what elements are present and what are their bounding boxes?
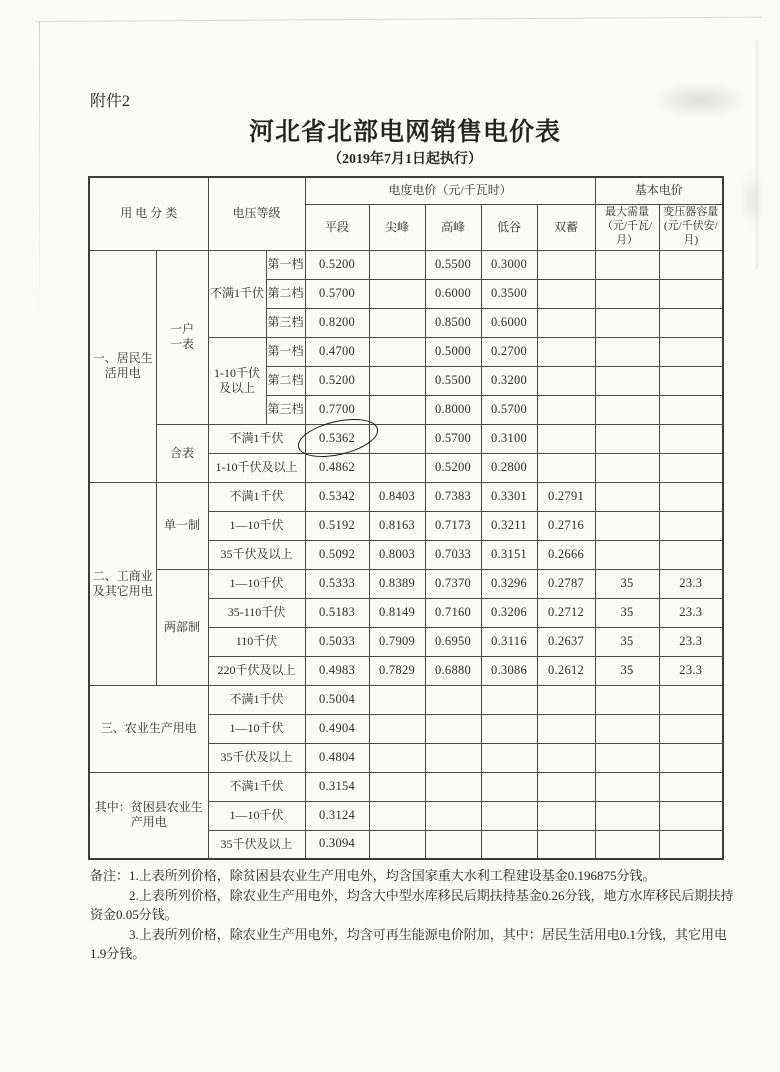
empty-cell xyxy=(369,366,425,395)
price-value-cell: 0.8163 xyxy=(369,511,425,540)
price-value-cell: 0.3296 xyxy=(481,569,537,598)
voltage-level-cell: 35千伏及以上 xyxy=(208,830,305,859)
empty-cell xyxy=(537,337,595,366)
scan-page-edge-top xyxy=(36,17,762,22)
empty-cell xyxy=(659,337,723,366)
empty-cell xyxy=(537,830,595,859)
document-subtitle: （2019年7月1日起执行） xyxy=(328,152,482,167)
empty-cell xyxy=(481,801,537,830)
tier-cell: 第二档 xyxy=(266,366,305,395)
price-value-cell: 0.3154 xyxy=(305,772,369,801)
footnotes xyxy=(90,866,734,964)
price-value-cell: 35 xyxy=(595,598,659,627)
empty-cell xyxy=(659,308,723,337)
empty-cell xyxy=(537,366,595,395)
empty-cell xyxy=(595,511,659,540)
empty-cell xyxy=(369,424,425,453)
empty-cell xyxy=(369,279,425,308)
empty-cell xyxy=(369,453,425,482)
empty-cell xyxy=(659,772,723,801)
price-value-cell: 0.8403 xyxy=(369,482,425,511)
header-row-groups xyxy=(89,177,723,204)
price-value-cell: 0.4983 xyxy=(305,656,369,685)
empty-cell xyxy=(481,830,537,859)
category-cell: 其中：贫困县农业生产用电 xyxy=(89,772,208,859)
meter-type-cell: 一户一表 xyxy=(156,250,208,424)
empty-cell xyxy=(595,743,659,772)
scan-smudge xyxy=(742,170,762,230)
price-value-cell: 0.8149 xyxy=(369,598,425,627)
price-value-cell: 0.3301 xyxy=(481,482,537,511)
price-table-body xyxy=(89,250,723,859)
empty-cell xyxy=(369,743,425,772)
empty-cell xyxy=(537,279,595,308)
price-value-cell: 0.2712 xyxy=(537,598,595,627)
price-value-cell: 0.8389 xyxy=(369,569,425,598)
price-value-cell: 0.7700 xyxy=(305,395,369,424)
billing-type-cell: 单一制 xyxy=(156,482,208,569)
price-value-cell: 0.5700 xyxy=(305,279,369,308)
price-value-cell: 0.2637 xyxy=(537,627,595,656)
header-flat-period: 平段 xyxy=(305,204,369,250)
empty-cell xyxy=(425,801,481,830)
empty-cell xyxy=(537,453,595,482)
header-voltage-level: 电压等级 xyxy=(208,177,305,250)
empty-cell xyxy=(659,801,723,830)
empty-cell xyxy=(659,540,723,569)
price-value-cell: 0.7160 xyxy=(425,598,481,627)
voltage-level-cell: 220千伏及以上 xyxy=(208,656,305,685)
tier-cell: 第三档 xyxy=(266,308,305,337)
empty-cell xyxy=(659,366,723,395)
category-cell: 二、工商业及其它用电 xyxy=(89,482,156,685)
price-value-cell: 0.5700 xyxy=(425,424,481,453)
price-value-cell: 0.8200 xyxy=(305,308,369,337)
table-row xyxy=(89,250,723,279)
scan-page-edge-left xyxy=(39,21,40,321)
price-value-cell: 0.5200 xyxy=(425,453,481,482)
header-usage-class: 用 电 分 类 xyxy=(89,177,208,250)
price-value-cell: 23.3 xyxy=(659,569,723,598)
empty-cell xyxy=(659,424,723,453)
empty-cell xyxy=(659,279,723,308)
table-row xyxy=(89,685,723,714)
price-value-cell: 0.7033 xyxy=(425,540,481,569)
price-value-cell: 0.4804 xyxy=(305,743,369,772)
price-value-cell: 23.3 xyxy=(659,598,723,627)
price-value-cell: 0.5183 xyxy=(305,598,369,627)
voltage-level-cell: 35千伏及以上 xyxy=(208,540,305,569)
header-valley: 低谷 xyxy=(481,204,537,250)
empty-cell xyxy=(369,801,425,830)
voltage-level-cell: 1-10千伏及以上 xyxy=(208,453,305,482)
empty-cell xyxy=(537,424,595,453)
voltage-level-cell: 35-110千伏 xyxy=(208,598,305,627)
price-value-cell: 0.5004 xyxy=(305,685,369,714)
voltage-level-cell: 1-10千伏及以上 xyxy=(208,337,266,424)
empty-cell xyxy=(595,482,659,511)
footnote-line: 资金0.05分钱。 xyxy=(90,907,178,922)
voltage-level-cell: 1—10千伏 xyxy=(208,511,305,540)
price-value-cell: 0.6000 xyxy=(481,308,537,337)
voltage-level-cell: 不满1千伏 xyxy=(208,685,305,714)
table-row xyxy=(89,569,723,598)
price-value-cell: 0.3100 xyxy=(481,424,537,453)
footnote-line: 1.9分钱。 xyxy=(90,946,146,961)
empty-cell xyxy=(537,801,595,830)
empty-cell xyxy=(481,685,537,714)
price-value-cell: 0.8000 xyxy=(425,395,481,424)
empty-cell xyxy=(595,337,659,366)
footnote-line: 3.上表所列价格，除农业生产用电外，均含可再生能源电价附加，其中：居民生活用电0.1分钱，其它用电 xyxy=(129,926,728,942)
empty-cell xyxy=(369,250,425,279)
empty-cell xyxy=(425,685,481,714)
price-value-cell: 0.5200 xyxy=(305,250,369,279)
empty-cell xyxy=(595,453,659,482)
price-value-cell: 0.5033 xyxy=(305,627,369,656)
price-value-cell: 0.6950 xyxy=(425,627,481,656)
price-value-cell: 0.3151 xyxy=(481,540,537,569)
price-value-cell: 0.3116 xyxy=(481,627,537,656)
price-value-cell: 0.3211 xyxy=(481,511,537,540)
price-value-cell: 35 xyxy=(595,627,659,656)
empty-cell xyxy=(537,714,595,743)
voltage-level-cell: 不满1千伏 xyxy=(208,250,266,337)
empty-cell xyxy=(659,250,723,279)
empty-cell xyxy=(659,743,723,772)
price-value-cell: 35 xyxy=(595,569,659,598)
price-value-cell: 0.5333 xyxy=(305,569,369,598)
voltage-level-cell: 1—10千伏 xyxy=(208,569,305,598)
empty-cell xyxy=(659,714,723,743)
voltage-level-cell: 不满1千伏 xyxy=(208,424,305,453)
header-basic-price-group: 基本电价 xyxy=(595,177,723,204)
empty-cell xyxy=(425,714,481,743)
price-value-cell: 0.5500 xyxy=(425,366,481,395)
price-value-cell: 0.2700 xyxy=(481,337,537,366)
electricity-price-table xyxy=(88,176,724,860)
price-value-cell: 0.7370 xyxy=(425,569,481,598)
empty-cell xyxy=(481,743,537,772)
footnote-line: 2.上表所列价格，除农业生产用电外，均含大中型水库移民后期扶持基金0.26分钱，地方水库移民后期扶持 xyxy=(129,887,734,903)
empty-cell xyxy=(537,743,595,772)
empty-cell xyxy=(659,511,723,540)
price-value-cell: 0.5362 xyxy=(305,424,369,453)
price-value-cell: 0.8003 xyxy=(369,540,425,569)
price-value-cell: 23.3 xyxy=(659,627,723,656)
attachment-label: 附件2 xyxy=(90,93,131,110)
empty-cell xyxy=(369,685,425,714)
price-value-cell: 0.4862 xyxy=(305,453,369,482)
price-value-cell: 0.3000 xyxy=(481,250,537,279)
price-value-cell: 0.2666 xyxy=(537,540,595,569)
price-value-cell: 0.3200 xyxy=(481,366,537,395)
billing-type-cell: 两部制 xyxy=(156,569,208,685)
header-peak: 高峰 xyxy=(425,204,481,250)
price-value-cell: 0.2787 xyxy=(537,569,595,598)
empty-cell xyxy=(595,250,659,279)
price-value-cell: 0.3124 xyxy=(305,801,369,830)
voltage-level-cell: 110千伏 xyxy=(208,627,305,656)
empty-cell xyxy=(369,395,425,424)
category-cell: 一、居民生活用电 xyxy=(89,250,156,482)
empty-cell xyxy=(369,714,425,743)
table-row xyxy=(89,482,723,511)
voltage-level-cell: 35千伏及以上 xyxy=(208,743,305,772)
price-value-cell: 0.5500 xyxy=(425,250,481,279)
category-cell: 三、农业生产用电 xyxy=(89,685,208,772)
tier-cell: 第一档 xyxy=(266,250,305,279)
header-dual-storage: 双蓄 xyxy=(537,204,595,250)
price-value-cell: 0.5342 xyxy=(305,482,369,511)
empty-cell xyxy=(595,424,659,453)
empty-cell xyxy=(369,308,425,337)
price-value-cell: 0.3206 xyxy=(481,598,537,627)
price-value-cell: 0.5000 xyxy=(425,337,481,366)
tier-cell: 第三档 xyxy=(266,395,305,424)
meter-type-cell: 合表 xyxy=(156,424,208,482)
empty-cell xyxy=(537,250,595,279)
price-value-cell: 0.3086 xyxy=(481,656,537,685)
empty-cell xyxy=(595,714,659,743)
price-value-cell: 0.7909 xyxy=(369,627,425,656)
price-value-cell: 0.2612 xyxy=(537,656,595,685)
empty-cell xyxy=(537,772,595,801)
price-value-cell: 0.2716 xyxy=(537,511,595,540)
empty-cell xyxy=(425,830,481,859)
empty-cell xyxy=(425,772,481,801)
empty-cell xyxy=(595,540,659,569)
voltage-level-cell: 不满1千伏 xyxy=(208,482,305,511)
price-value-cell: 0.3094 xyxy=(305,830,369,859)
empty-cell xyxy=(659,453,723,482)
price-value-cell: 0.5700 xyxy=(481,395,537,424)
empty-cell xyxy=(369,772,425,801)
empty-cell xyxy=(595,830,659,859)
voltage-level-cell: 不满1千伏 xyxy=(208,772,305,801)
empty-cell xyxy=(595,308,659,337)
empty-cell xyxy=(595,395,659,424)
header-max-demand: 最大需量（元/千瓦/月） xyxy=(595,204,659,250)
empty-cell xyxy=(537,685,595,714)
empty-cell xyxy=(659,830,723,859)
price-value-cell: 0.8500 xyxy=(425,308,481,337)
price-value-cell: 0.4700 xyxy=(305,337,369,366)
empty-cell xyxy=(659,395,723,424)
tier-cell: 第二档 xyxy=(266,279,305,308)
price-value-cell: 0.7173 xyxy=(425,511,481,540)
empty-cell xyxy=(595,772,659,801)
document-title: 河北省北部电网销售电价表 xyxy=(248,119,561,146)
price-value-cell: 0.5200 xyxy=(305,366,369,395)
price-value-cell: 0.6000 xyxy=(425,279,481,308)
price-value-cell: 0.3500 xyxy=(481,279,537,308)
price-value-cell: 0.5192 xyxy=(305,511,369,540)
empty-cell xyxy=(595,366,659,395)
header-transformer-capacity: 变压器容量(元/千伏安/月) xyxy=(659,204,723,250)
price-value-cell: 23.3 xyxy=(659,656,723,685)
empty-cell xyxy=(537,308,595,337)
price-value-cell: 0.2791 xyxy=(537,482,595,511)
tier-cell: 第一档 xyxy=(266,337,305,366)
price-value-cell: 0.2800 xyxy=(481,453,537,482)
header-sharp-peak: 尖峰 xyxy=(369,204,425,250)
price-value-cell: 0.7829 xyxy=(369,656,425,685)
price-value-cell: 0.4904 xyxy=(305,714,369,743)
empty-cell xyxy=(537,395,595,424)
empty-cell xyxy=(595,279,659,308)
price-value-cell: 0.6880 xyxy=(425,656,481,685)
voltage-level-cell: 1—10千伏 xyxy=(208,714,305,743)
empty-cell xyxy=(481,714,537,743)
empty-cell xyxy=(659,685,723,714)
empty-cell xyxy=(595,801,659,830)
price-value-cell: 0.5092 xyxy=(305,540,369,569)
empty-cell xyxy=(425,743,481,772)
empty-cell xyxy=(481,772,537,801)
empty-cell xyxy=(659,482,723,511)
header-energy-price-group: 电度电价（元/千瓦时） xyxy=(305,177,595,204)
voltage-level-cell: 1—10千伏 xyxy=(208,801,305,830)
footnote-line: 备注：1.上表所列价格，除贫困县农业生产用电外，均含国家重大水利工程建设基金0.196875分钱。 xyxy=(90,868,656,883)
price-value-cell: 0.7383 xyxy=(425,482,481,511)
empty-cell xyxy=(369,337,425,366)
table-row xyxy=(89,772,723,801)
price-value-cell: 35 xyxy=(595,656,659,685)
empty-cell xyxy=(595,685,659,714)
empty-cell xyxy=(369,830,425,859)
table-row xyxy=(89,424,723,453)
